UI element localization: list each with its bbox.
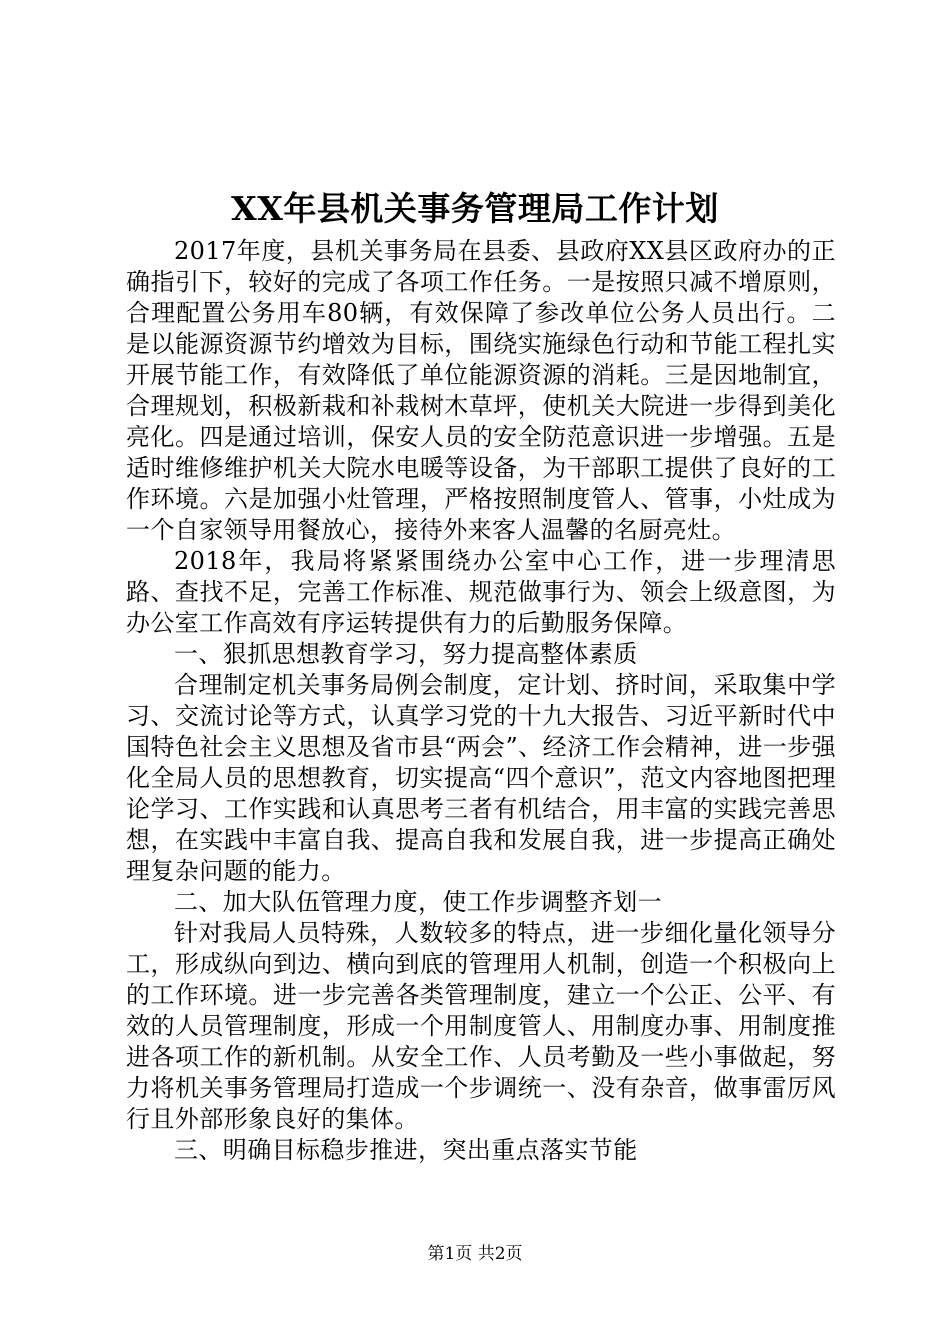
section-heading-3: 三、明确目标稳步推进，突出重点落实节能 xyxy=(174,1136,638,1164)
paragraph-section-2: 针对我局人员特殊，人数较多的特点，进一步细化量化领导分工，形成纵向到边、横向到底的管理用人机制，创造一个积极向上的工作环境。进一步完善各类管理制度，建立一个公正、公平、有效的人员管理制度，形成一个用制度管人、用制度办事、用制度推进各项工作的新机制。从安全工作、人员考勤及一些小事做起，努力将机关事务管理局打造成一个步调统一、没有杂音，做事雷厉风行且外部形象良好的集体。 xyxy=(126,919,836,1133)
paragraph-section-1: 合理制定机关事务局例会制度，定计划、挤时间，采取集中学习、交流讨论等方式，认真学习党的十九大报告、习近平新时代中国特色社会主义思想及省市县“两会”、经济工作会精神，进一步强化全局人员的思想教育，切实提高“四个意识”，范文内容地图把理论学习、工作实践和认真思考三者有机结合，用丰富的实践完善思想，在实践中丰富自我、提高自我和发展自我，进一步提高正确处理复杂问题的能力。 xyxy=(126,671,836,885)
paragraph-summary-2017: 2017年度，县机关事务局在县委、县政府XX县区政府办的正确指引下，较好的完成了各项工作任务。一是按照只减不增原则，合理配置公务用车80辆，有效保障了参改单位公务人员出行。二是以能源资源节约增效为目标，围绕实施绿色行动和节能工程扎实开展节能工作，有效降低了单位能源资源的消耗。三是因地制宜，合理规划，积极新栽和补栽树木草坪，使机关大院进一步得到美化亮化。四是通过培训，保安人员的安全防范意识进一步增强。五是适时维修维护机关大院水电暖等设备，为干部职工提供了良好的工作环境。六是加强小灶管理，严格按照制度管人、管事，小灶成为一个自家领导用餐放心，接待外来客人温馨的名厨亮灶。 xyxy=(126,237,836,544)
page-number-footer: 第1页 共2页 xyxy=(427,1244,523,1264)
document-body xyxy=(126,236,836,1166)
section-heading-2: 二、加大队伍管理力度，使工作步调整齐划一 xyxy=(174,888,662,916)
paragraph-plan-2018: 2018年，我局将紧紧围绕办公室中心工作，进一步理清思路、查找不足，完善工作标准、规范做事行为、领会上级意图，为办公室工作高效有序运转提供有力的后勤服务保障。 xyxy=(126,547,836,637)
section-heading-1: 一、狠抓思想教育学习，努力提高整体素质 xyxy=(174,640,638,668)
document-title: XX年县机关事务管理局工作计划 xyxy=(231,189,719,228)
